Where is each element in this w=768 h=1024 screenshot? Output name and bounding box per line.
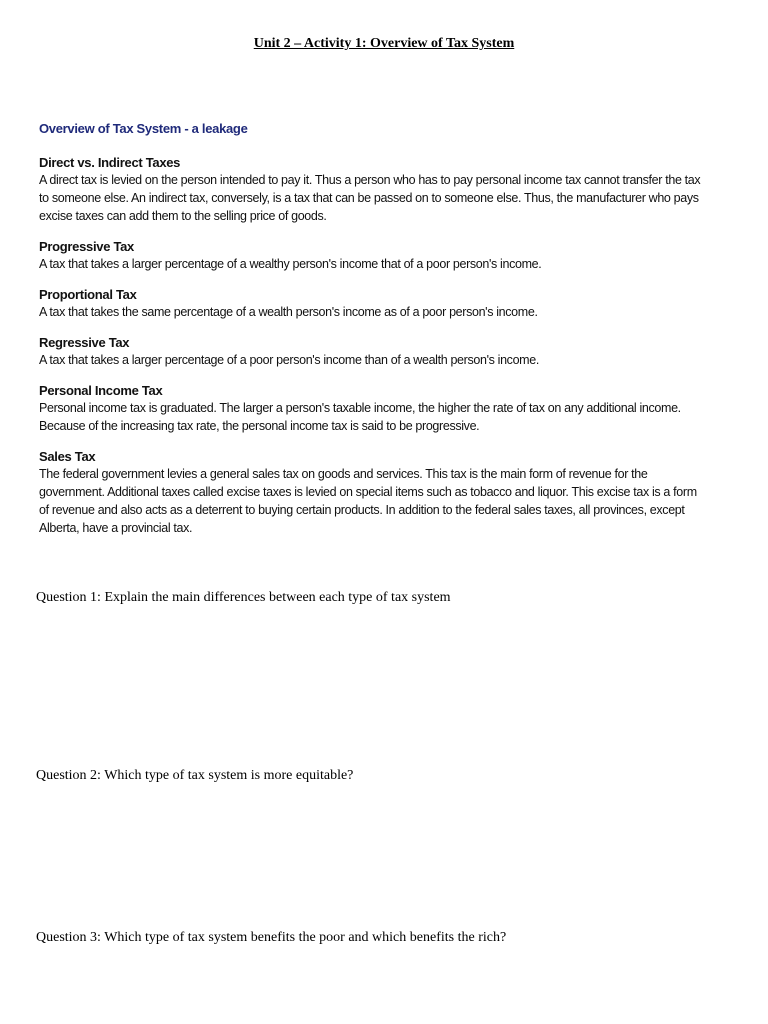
excerpt-heading: Overview of Tax System - a leakage [39, 121, 248, 136]
section-body [39, 171, 729, 225]
section-title: Progressive Tax [39, 239, 134, 254]
section-line: Alberta, have a provincial tax. [39, 521, 193, 535]
section-body [39, 465, 729, 537]
section-title: Direct vs. Indirect Taxes [39, 155, 181, 170]
section-title: Proportional Tax [39, 287, 137, 302]
section-line: of revenue and also acts as a deterrent to buying certain products. In addition to the federal sales taxes, all provinces, except [39, 503, 685, 517]
section-progressive-tax [39, 238, 729, 273]
section-body [39, 399, 729, 435]
section-line: Because of the increasing tax rate, the personal income tax is said to be progressive. [39, 419, 480, 433]
section-sales-tax [39, 448, 729, 537]
question-3: Question 3: Which type of tax system benefits the poor and which benefits the rich? [36, 930, 507, 945]
section-line: A tax that takes a larger percentage of a poor person's income than of a wealth person's income. [39, 353, 539, 367]
section-line: to someone else. An indirect tax, conversely, is a tax that can be passed on to someone else. Thus, the manufacturer who pays [39, 191, 699, 205]
section-body [39, 303, 729, 321]
page-title: Unit 2 – Activity 1: Overview of Tax System [253, 36, 515, 51]
section-personal-income-tax [39, 382, 729, 435]
question-2: Question 2: Which type of tax system is more equitable? [36, 768, 354, 783]
section-body [39, 351, 729, 369]
section-direct-vs-indirect [39, 154, 729, 225]
section-line: Personal income tax is graduated. The larger a person's taxable income, the higher the rate of tax on any additional income. [39, 401, 681, 415]
section-title: Personal Income Tax [39, 383, 163, 398]
section-title: Regressive Tax [39, 335, 130, 350]
tax-overview-excerpt [39, 120, 729, 550]
question-1: Question 1: Explain the main differences between each type of tax system [36, 590, 451, 605]
section-regressive-tax [39, 334, 729, 369]
section-line: A tax that takes the same percentage of a wealth person's income as of a poor person's income. [39, 305, 538, 319]
section-line: A direct tax is levied on the person intended to pay it. Thus a person who has to pay personal income tax cannot transfer the tax [39, 173, 701, 187]
section-title: Sales Tax [39, 449, 96, 464]
section-line: The federal government levies a general sales tax on goods and services. This tax is the main form of revenue for the [39, 467, 648, 481]
section-line: government. Additional taxes called excise taxes is levied on special items such as tobacco and liquor. This excise tax is a form [39, 485, 697, 499]
section-proportional-tax [39, 286, 729, 321]
section-line: excise taxes can add them to the selling price of goods. [39, 209, 327, 223]
section-body [39, 255, 729, 273]
section-line: A tax that takes a larger percentage of a wealthy person's income that of a poor person's income. [39, 257, 542, 271]
